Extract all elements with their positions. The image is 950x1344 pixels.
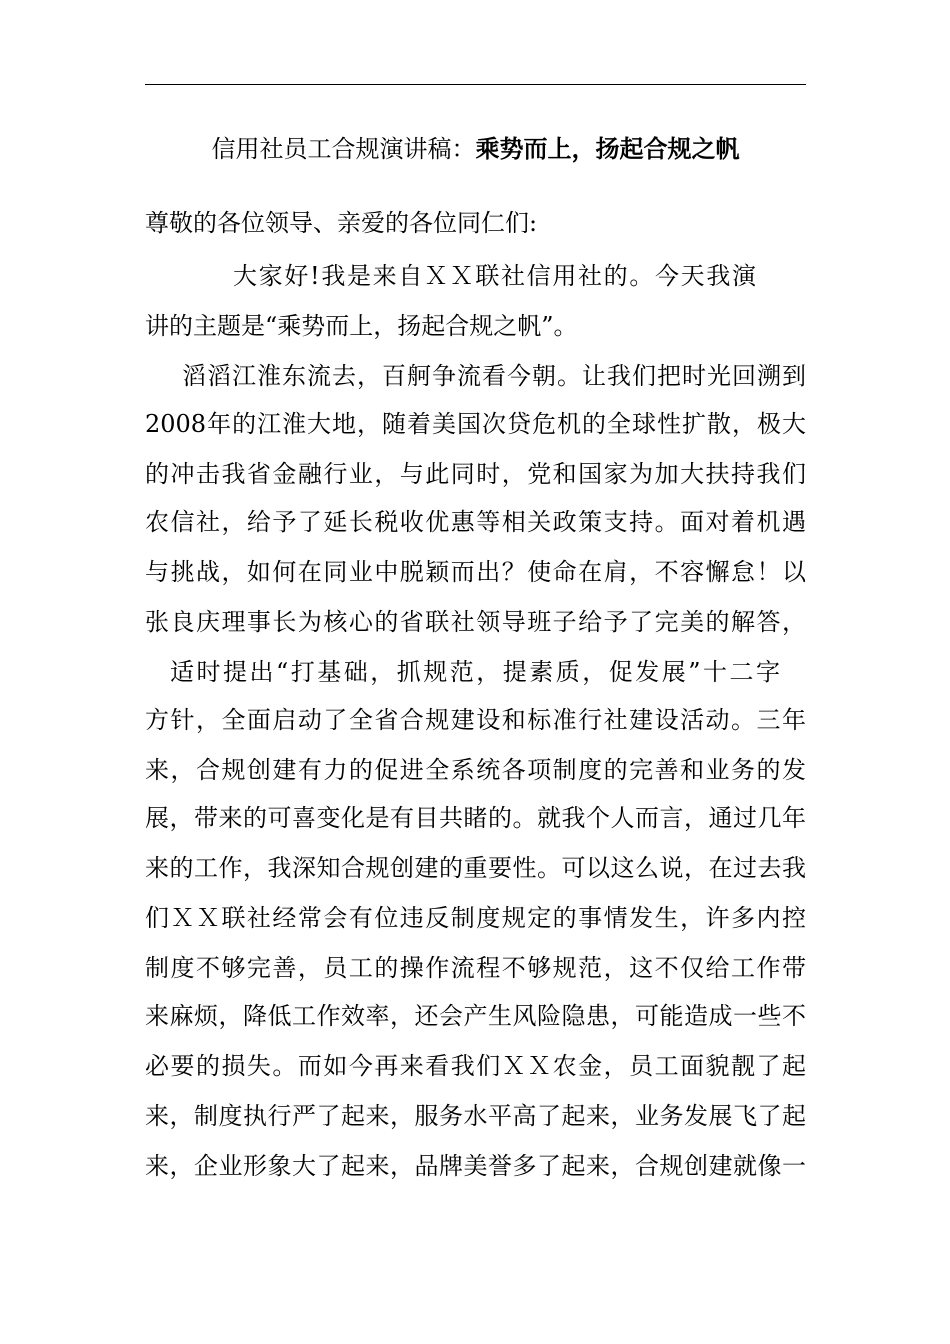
body-line: 来，合规创建有力的促进全系统各项制度的完善和业务的发	[145, 756, 806, 784]
body-line: 展，带来的可喜变化是有目共睹的。就我个人而言，通过几年	[145, 804, 806, 832]
body-line: 张良庆理事长为核心的省联社领导班子给予了完美的解答，	[145, 608, 806, 636]
body-line: 的冲击我省金融行业，与此同时，党和国家为加大扶持我们	[145, 460, 806, 488]
title-prefix: 信用社员工合规演讲稿：	[211, 135, 476, 163]
title-main: 乘势而上，扬起合规之帆	[475, 135, 740, 163]
body-line: 来，企业形象大了起来，品牌美誉多了起来，合规创建就像一	[145, 1152, 806, 1180]
body-line: 讲的主题是“乘势而上，扬起合规之帆”。	[145, 312, 578, 340]
body-line: 来麻烦，降低工作效率，还会产生风险隐患，可能造成一些不	[145, 1002, 806, 1030]
body-line: 来，制度执行严了起来，服务水平高了起来，业务发展飞了起	[145, 1102, 806, 1130]
body-line: 农信社，给予了延长税收优惠等相关政策支持。面对着机遇	[145, 508, 806, 536]
body-line: 滔滔江淮东流去，百舸争流看今朝。让我们把时光回溯到	[182, 362, 806, 390]
document-title	[145, 132, 806, 166]
body-line: 制度不够完善，员工的操作流程不够规范，这不仅给工作带	[145, 954, 806, 982]
body-line: 们ＸＸ联社经常会有位违反制度规定的事情发生，许多内控	[145, 904, 806, 932]
body-line: 必要的损失。而如今再来看我们ＸＸ农金，员工面貌靓了起	[145, 1052, 806, 1080]
body-line: 来的工作，我深知合规创建的重要性。可以这么说，在过去我	[145, 854, 806, 882]
body-line: 2008年的江淮大地，随着美国次贷危机的全球性扩散，极大	[145, 410, 806, 438]
body-line: 与挑战，如何在同业中脱颖而出？使命在肩，不容懈怠！以	[145, 558, 806, 586]
body-line: 适时提出“打基础，抓规范，提素质，促发展”十二字	[170, 658, 780, 686]
header-rule	[145, 84, 806, 85]
body-line: 大家好!我是来自ＸＸ联社信用社的。今天我演	[233, 262, 756, 290]
salutation-line: 尊敬的各位领导、亲爱的各位同仁们:	[145, 209, 538, 237]
body-line: 方针，全面启动了全省合规建设和标准行社建设活动。三年	[145, 706, 806, 734]
